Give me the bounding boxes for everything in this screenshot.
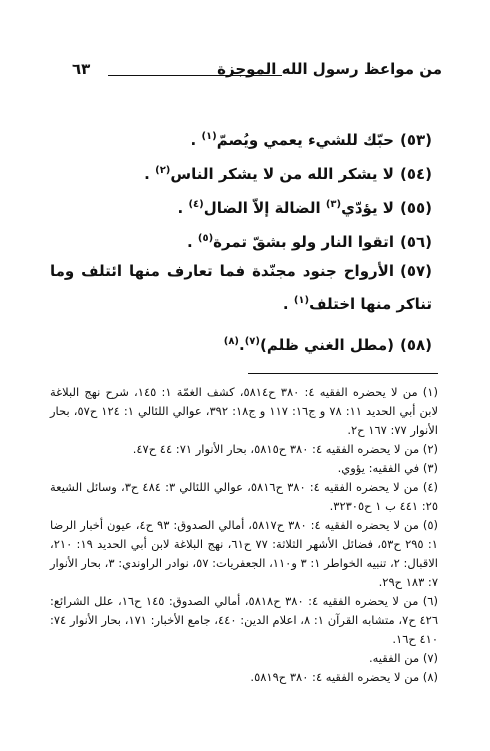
footnote-ref: (١) xyxy=(201,131,217,142)
footnote: (٨) من لا يحضره الفقيه ٤: ٣٨٠ ح٥٨١٩. xyxy=(250,670,438,684)
footnote: (٣) في الفقيه: يؤوي. xyxy=(337,461,438,475)
footnote-ref: (١) xyxy=(293,295,310,306)
footnote: (٦) من لا يحضره الفقيه ٤: ٣٨٠ ح٥٨١٨، أمالي الصدوق: ١٤٥ ح١٦، علل الشرائع: ٤٢٦ ح٧، متشابه القرآن ١: ٨، اعلام الدين: ٤٤٠، جامع الأخبار: ١٧١، بحار الأنوار ٧٤: ٤١٠ ح١٦. xyxy=(50,594,438,646)
footnote-separator xyxy=(248,373,438,374)
hadith-list xyxy=(50,120,432,359)
footnote-ref: (٨) xyxy=(223,336,239,347)
footnotes xyxy=(50,383,438,687)
hadith-entry: (٥٥)لا يؤدّي$^{(٣)}$ الضالة إلاّ الضال$^{(٤)}$ . xyxy=(177,199,432,217)
footnote: (٥) من لا يحضره الفقيه ٤: ٣٨٠ ح٥٨١٧، أمالي الصدوق: ٩٣ ح٤، عيون أخبار الرضا ١: ٢٩٥ ح٥٣، فضائل الأشهر الثلاثة: ٧٧ ح٦١، نهج البلاغة لابن أبي الحديد ١٩: ٢١٠، الاقبال: ٢، تنبيه الخواطر ١: ٣ و١١٠، الجعفريات: ٥٧، نوادر الراوندي: ٣، بحار الأنوار ٧: ١٨٣ ح٢٩. xyxy=(50,518,439,589)
running-header xyxy=(72,60,442,82)
hadith-entry: (٥٣)حبّك للشيء يعمي ويُصمّ$^{(١)}$ . xyxy=(190,131,432,149)
footnote-ref: (٢) xyxy=(155,165,171,176)
hadith-entry: (٥٧)الأرواح جنود مجنّدة فما تعارف منها ائتلف وما تناكر منها اختلف$^{(١)}$ . xyxy=(50,262,432,313)
footnote: (١) من لا يحضره الفقيه ٤: ٣٨٠ ح٥٨١٤، كشف الغمّة ١: ١٤٥، شرح نهج البلاغة لابن أبي الحديد ١١: ٧٨ و ج١٦: ١١٧ و ج١٨: ٣٩٢، عوالي اللئالي ١: ١٢٤ ح٥٧، بحار الأنوار ٧٧: ١٦٧ ح٢. xyxy=(50,385,439,437)
footnote-ref: (٥) xyxy=(197,233,214,244)
hadith-entry: (٥٨)(مطل الغني ظلم)$^{(٧)}$.$^{(٨)}$ xyxy=(223,336,432,354)
footnote: (٧) من الفقيه. xyxy=(368,651,438,665)
hadith-entry: (٥٦)اتقوا النار ولو بشقّ تمرة$^{(٥)}$ . xyxy=(186,233,432,251)
footnote: (٢) من لا يحضره الفقيه ٤: ٣٨٠ ح٥٨١٥، بحار الأنوار ٧١: ٤٤ ح٤٧. xyxy=(132,442,438,456)
header-title: من مواعظ رسول الله الموجزة xyxy=(217,60,442,78)
footnote-ref: (٣) xyxy=(325,199,342,210)
footnote-ref: (٤) xyxy=(188,199,204,210)
footnote: (٤) من لا يحضره الفقيه ٤: ٣٨٠ ح٥٨١٦، عوالي اللئالي ٣: ٤٨٤ ح٣، وسائل الشيعة ٢٥: ٤٤١ ب ١ ح٣٢٣٠٥. xyxy=(50,480,438,513)
header-rule xyxy=(108,75,282,76)
footnote-ref: (٧) xyxy=(244,336,260,347)
hadith-entry: (٥٤)لا يشكر الله من لا يشكر الناس$^{(٢)}$ . xyxy=(144,165,432,183)
page-number: ٦٣ xyxy=(72,60,91,78)
